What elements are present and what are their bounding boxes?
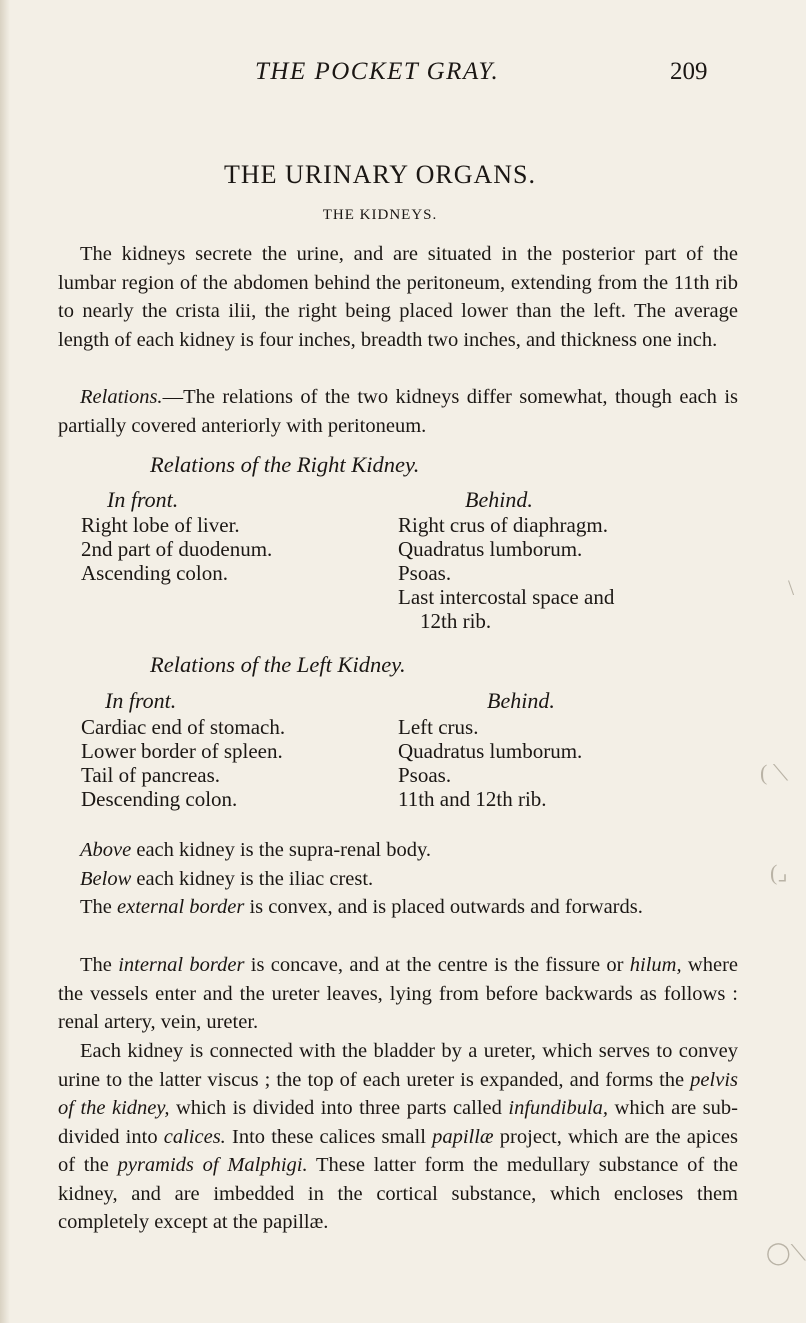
below-paragraph (58, 865, 738, 894)
emphasis: internal border (118, 954, 245, 976)
relations-paragraph (58, 383, 738, 440)
bleed-through-mark: \ (788, 575, 795, 600)
relations-text: —The relations of the two kidneys differ somewhat, though each is partially covered anteriorly with peritoneum. (58, 386, 738, 437)
list-item: Right lobe of liver. (81, 513, 240, 537)
heading-part: Right Kidney. (296, 452, 420, 477)
right-kidney-heading (150, 452, 419, 478)
right-behind-list (398, 513, 614, 633)
list-item: Descending colon. (81, 787, 238, 811)
list-item: Cardiac end of stomach. (81, 715, 286, 739)
list-item: 12th rib. (420, 609, 492, 633)
right-behind-heading: Behind. (465, 487, 533, 512)
list-item: Lower border of spleen. (81, 739, 283, 763)
list-item: Quadratus lumborum. (398, 537, 583, 561)
heading-part: Relations (150, 652, 235, 677)
bleed-through-mark: ◯⟍ (766, 1240, 806, 1265)
paragraph-text: each kidney is the supra-renal body. (131, 839, 432, 861)
emphasis: pyramids of Malphigi. (117, 1154, 308, 1176)
list-item: Ascending colon. (81, 561, 228, 585)
paragraph-text: The (80, 896, 117, 918)
paragraph-text: These latter form the medullary substance of the kidney, and are imbedded in the cortical substance, which encloses them completely except at the papillæ. (58, 1154, 738, 1233)
list-item: Last intercostal space and (398, 585, 615, 609)
list-item: Left crus. (398, 715, 479, 739)
emphasis: calices. (163, 1125, 226, 1148)
running-title: THE POCKET GRAY. (255, 58, 500, 85)
paragraph-text: which are sub-divided into (58, 1097, 738, 1148)
heading-part: Left Kidney. (296, 652, 406, 677)
list-item: Right crus of diaphragm. (398, 513, 608, 537)
left-kidney-heading (150, 652, 406, 678)
paragraph-text: where the vessels enter and the ureter leaves, lying from before backwards as follows : renal artery, vein, ureter. (58, 954, 738, 1033)
external-border-paragraph (58, 893, 738, 922)
paragraph-text: is concave, and at the centre is the fissure or (244, 954, 630, 976)
emphasis: external border (117, 896, 245, 918)
paragraph-text: Each kidney is connected with the bladder by a ureter, which serves to convey urine to the latter viscus ; the top of each ureter is expanded, and forms the (58, 1040, 738, 1091)
internal-border-paragraph (58, 951, 738, 1037)
section-title: THE URINARY ORGANS. (224, 160, 536, 189)
paragraph-text: The (80, 954, 119, 976)
paragraph-text: Into these calices small (225, 1125, 433, 1148)
ureter-paragraph (58, 1037, 738, 1237)
emphasis: infundibula, (508, 1097, 609, 1119)
emphasis: Below (80, 868, 132, 890)
running-head (0, 58, 800, 98)
emphasis: papillæ (432, 1125, 494, 1148)
list-item: Quadratus lumborum. (398, 739, 583, 763)
list-item: 2nd part of duodenum. (81, 537, 273, 561)
bleed-through-mark: (⌟ (770, 860, 788, 885)
intro-paragraph: The kidneys secrete the urine, and are situated in the posterior part of the lumbar region of the abdomen behind the peritoneum, extending from the 11th rib to nearly the crista ilii, the right being placed lower than the left. The average length of each kidney is four inches, breadth two inches, and thickness one inch. (58, 243, 738, 351)
paragraph-text: each kidney is the iliac crest. (131, 868, 374, 890)
bleed-through-mark: ( ⟍ (760, 760, 789, 785)
relations-label: Relations. (80, 386, 163, 408)
list-item: Tail of pancreas. (81, 763, 221, 787)
left-behind-list (398, 715, 582, 811)
left-behind-heading: Behind. (487, 688, 555, 713)
emphasis: hilum, (629, 954, 682, 976)
above-paragraph (58, 836, 738, 865)
heading-part: of the (235, 652, 297, 677)
left-front-list (81, 715, 285, 811)
right-front-list (81, 513, 272, 585)
right-front-heading: In front. (107, 487, 179, 512)
list-item: Psoas. (398, 763, 452, 787)
heading-part: Relations (150, 452, 235, 477)
paragraph-text: which is divided into three parts called (169, 1097, 509, 1119)
section-subtitle: THE KIDNEYS. (322, 207, 438, 223)
list-item: 11th and 12th rib. (398, 787, 547, 811)
emphasis: pelvis of the kidney, (58, 1068, 738, 1119)
left-front-heading: In front. (105, 688, 177, 713)
list-item: Psoas. (398, 561, 452, 585)
paragraph-text: is convex, and is placed outwards and forwards. (244, 896, 643, 918)
paragraph-text: project, which are the apices of the (58, 1125, 738, 1176)
page-number: 209 (670, 58, 708, 85)
page-gutter (0, 0, 10, 1323)
emphasis: Above (80, 839, 132, 861)
heading-part: of the (235, 452, 297, 477)
